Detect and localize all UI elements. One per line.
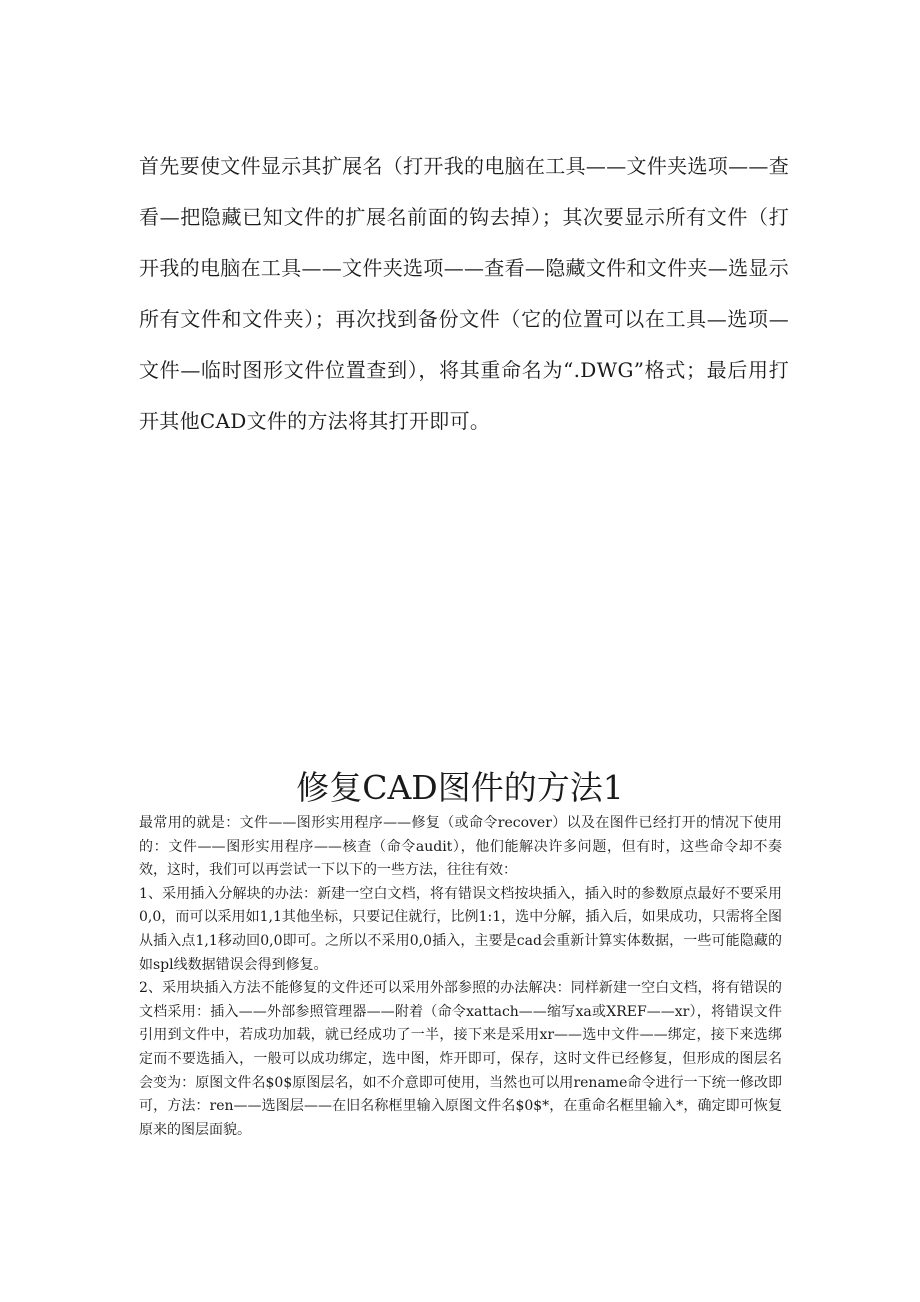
section-title: 修复CAD图件的方法1 <box>296 768 624 807</box>
body-paragraph-3: 2、采用块插入方法不能修复的文件还可以采用外部参照的办法解决：同样新建一空白文档，将有错误的文档采用：插入——外部参照管理器——附着（命令xattach——缩写xa或XREF——xr），将错误文件引用到文件中，若成功加载，就已经成功了一半，接下来是采用xr——选中文件——绑定，接下来选绑定而不要选插入，一般可以成功绑定，选中图，炸开即可，保存，这时文件已经修复，但形成的图层名会变为：原图文件名$0$原图层名，如不介意即可使用，当然也可以用rename命令进行一下统一修改即可，方法：ren——选图层——在旧名称框里输入原图文件名$0$*，在重命名框里输入*，确定即可恢复原来的图层面貌。 <box>139 980 782 1138</box>
intro-paragraph: 首先要使文件显示其扩展名（打开我的电脑在工具——文件夹选项——查看—把隐藏已知文件的扩展名前面的钩去掉）；其次要显示所有文件（打开我的电脑在工具——文件夹选项——查看—隐藏文件和文件夹—选显示所有文件和文件夹）；再次找到备份文件（它的位置可以在工具—选项—文件—临时图形文件位置查到），将其重命名为“.DWG”格式；最后用打开其他CAD文件的方法将其打开即可。 <box>139 154 789 433</box>
body-paragraph-2: 1、采用插入分解块的办法：新建一空白文档，将有错误文档按块插入，插入时的参数原点最好不要采用0,0，而可以采用如1,1其他坐标，只要记住就行，比例1:1，选中分解，插入后，如果成功，只需将全图从插入点1,1移动回0,0即可。之所以不采用0,0插入，主要是cad会重新计算实体数据，一些可能隐藏的如spl线数据错误会得到修复。 <box>139 885 782 973</box>
body-paragraph-1: 最常用的就是：文件——图形实用程序——修复（或命令recover）以及在图件已经打开的情况下使用的：文件——图形实用程序——核查（命令audit），他们能解决许多问题，但有时，这些命令却不奏效，这时，我们可以再尝试一下以下的一些方法，往往有效： <box>139 815 782 879</box>
section-body <box>139 812 782 1142</box>
